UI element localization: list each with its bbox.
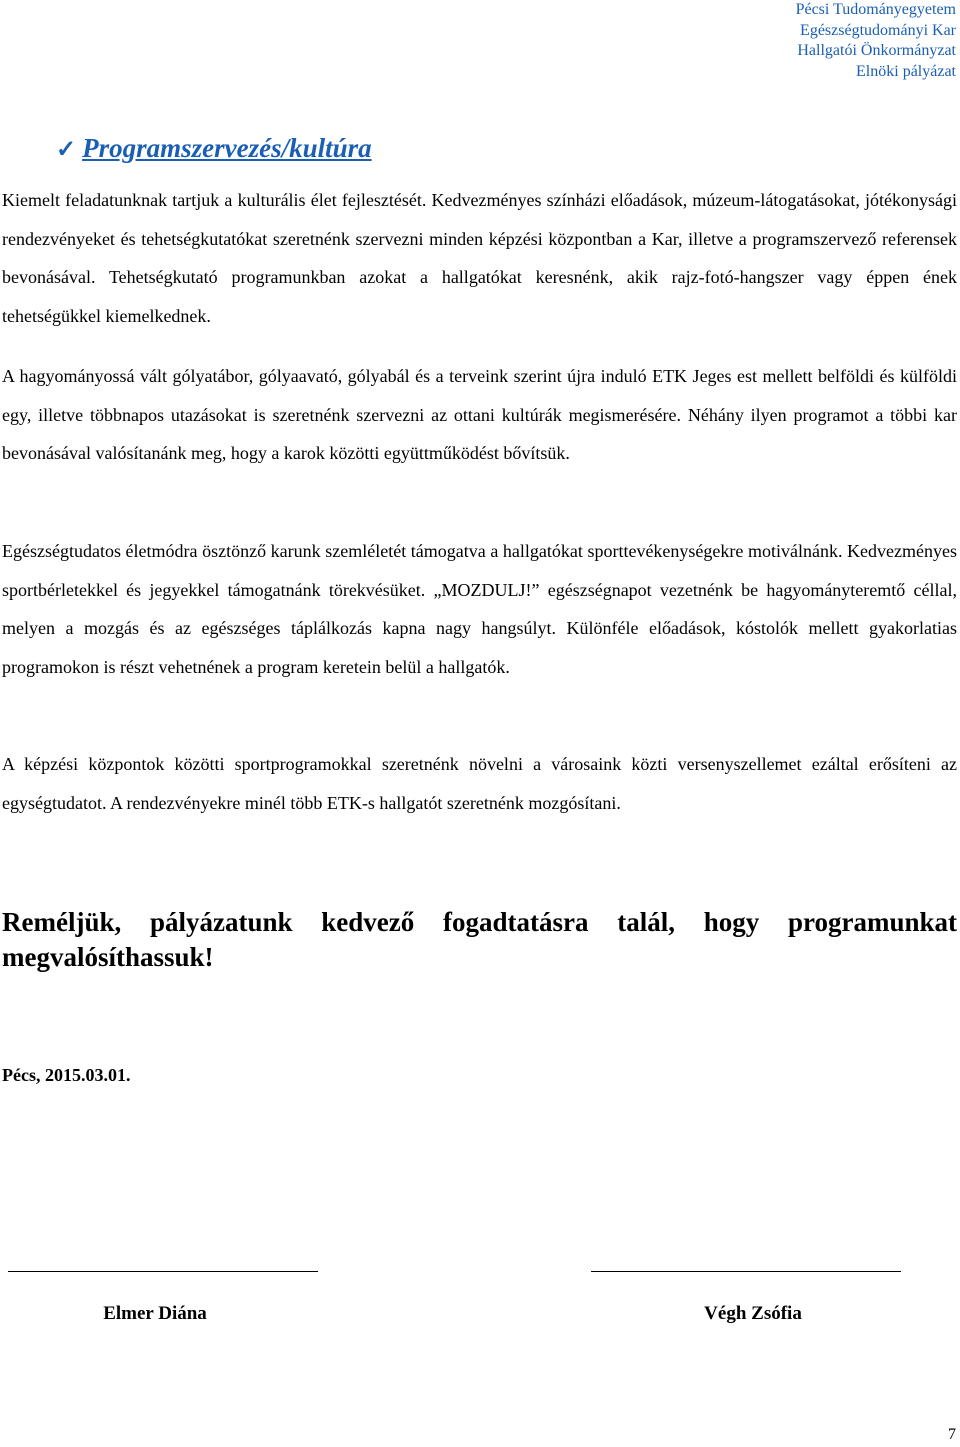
checkmark-icon: ✓ — [56, 137, 77, 163]
closing-statement: Reméljük, pályázatunk kedvező fogadtatásra talál, hogy programunkat megvalósíthassuk! — [2, 907, 957, 972]
paragraph-health: Egészségtudatos életmódra ösztönző karunk szemléletét támogatva a hallgatókat sporttevékenységekre motiválnánk. Kedvezményes sportbérletekkel és jegyekkel támogatnánk törekvésüket. „MOZDULJ!” egészségnapot vezetnénk be hagyományteremtő céllal, melyen a mozgás és az egészséges táplálkozás kapna nagy hangsúlyt. Különféle előadások, kóstolók mellett gyakorlatias programokon is részt vehetnének a program keretein belül a hallgatók. — [2, 541, 957, 677]
signature-line-left — [8, 1271, 318, 1272]
document-header — [556, 0, 956, 82]
paragraph-travel: A hagyományossá vált gólyatábor, gólyaavató, gólyabál és a terveink szerint újra induló ETK Jeges est mellett belföldi és külföldi egy, illetve többnapos utazásokat is szeretnénk szervezni az ottani kultúrák megismerésére. Néhány ilyen programot a többi kar bevonásával valósítanánk meg, hogy a karok közötti együttműködést bővítsük. — [2, 366, 957, 463]
header-student-union: Hallgatói Önkormányzat — [797, 42, 956, 59]
signatory-name-right: Végh Zsófia — [704, 1303, 802, 1324]
section-heading — [56, 128, 372, 170]
paragraph-culture: Kiemelt feladatunknak tartjuk a kulturális élet fejlesztését. Kedvezményes színházi előadások, múzeum-látogatásokat, jótékonysági rendezvényeket és tehetségkutatókat szeretnénk szervezni minden képzési központban a Kar, illetve a programszervező referensek bevonásával. Tehetségkutató programunkban azokat a hallgatókat keresnénk, akik rajz-fotó-hangszer vagy éppen ének tehetségükkel kiemelkednek. — [2, 190, 957, 326]
paragraph-sports: A képzési központok közötti sportprogramokkal szeretnénk növelni a városaink közti versenyszellemet ezáltal erősíteni az egységtudatot. A rendezvényekre minél több ETK-s hallgatót szeretnénk mozgósítani. — [2, 754, 957, 813]
header-faculty: Egészségtudományi Kar — [800, 21, 956, 39]
header-university: Pécsi Tudományegyetem — [795, 1, 956, 18]
signature-line-right — [591, 1271, 901, 1272]
header-document-type: Elnöki pályázat — [856, 62, 956, 80]
page-number: 7 — [948, 1426, 956, 1443]
signatory-name-left: Elmer Diána — [103, 1303, 207, 1324]
document-date: Pécs, 2015.03.01. — [2, 1065, 131, 1085]
section-title-text: Programszervezés/kultúra — [82, 133, 372, 163]
